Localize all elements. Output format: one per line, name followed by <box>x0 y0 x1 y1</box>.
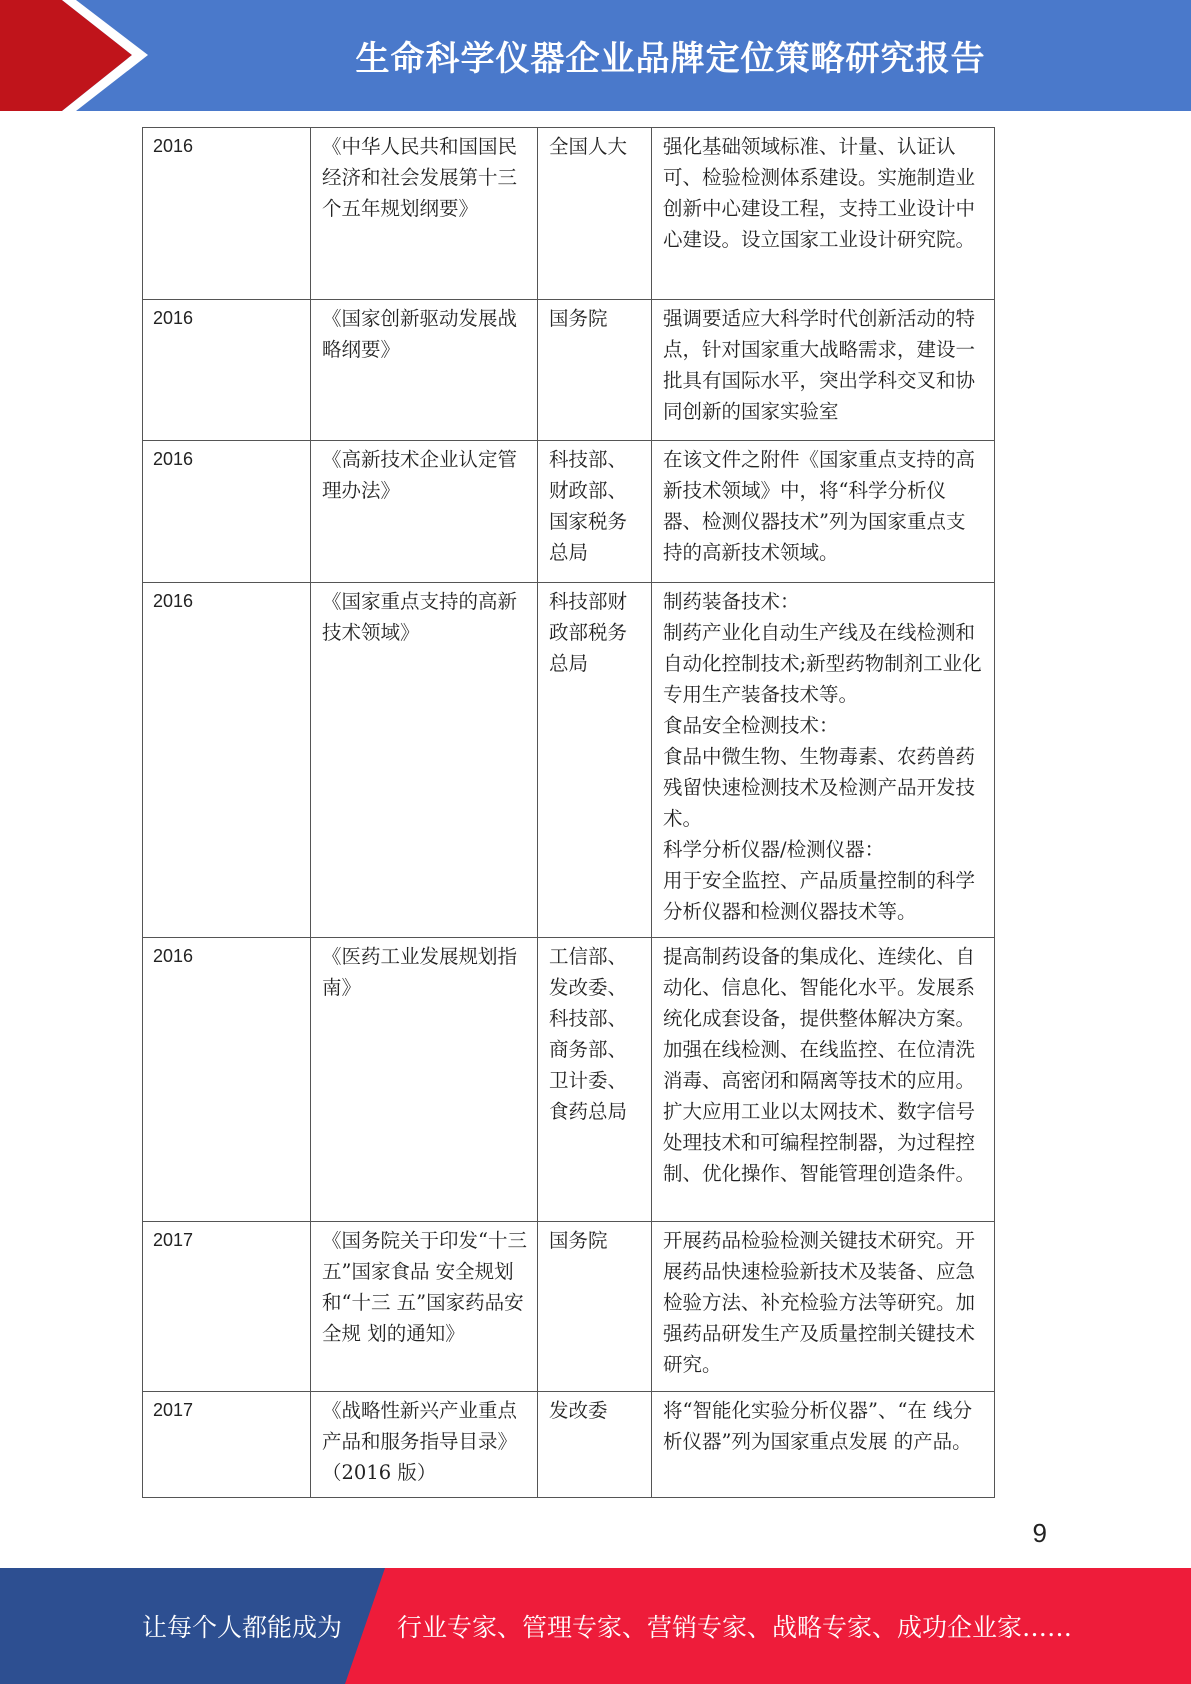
content-cell <box>652 583 995 938</box>
table-row <box>143 583 995 938</box>
year-cell: 2016 <box>143 441 311 583</box>
content-heading: 科学分析仪器/检测仪器： <box>663 838 885 861</box>
year-cell: 2016 <box>143 938 311 1222</box>
policy-table-container <box>142 127 994 1498</box>
content-paragraph: 用于安全监控、产品质量控制的科学分析仪器和检测仪器技术等。 <box>663 869 976 923</box>
document-cell: 《高新技术企业认定管理办法》 <box>311 441 538 583</box>
issuer-cell: 国务院 <box>538 300 652 441</box>
table-row <box>143 300 995 441</box>
year-cell: 2017 <box>143 1222 311 1392</box>
table-row <box>143 938 995 1222</box>
report-title: 生命科学仪器企业品牌定位策略研究报告 <box>355 39 986 79</box>
content-cell: 将“智能化实验分析仪器”、“在 线分析仪器”列为国家重点发展 的产品。 <box>652 1392 995 1498</box>
page-number: 9 <box>1032 1518 1047 1548</box>
issuer-cell: 发改委 <box>538 1392 652 1498</box>
year-cell: 2016 <box>143 300 311 441</box>
content-cell: 在该文件之附件《国家重点支持的高新技术领域》中，将“科学分析仪器、检测仪器技术”列为国家重点支持的高新技术领域。 <box>652 441 995 583</box>
content-paragraph: 制药产业化自动生产线及在线检测和自动化控制技术;新型药物制剂工业化专用生产装备技术等。 <box>663 621 982 706</box>
policy-table <box>142 127 995 1498</box>
document-cell: 《战略性新兴产业重点产品和服务指导目录》（2016 版） <box>311 1392 538 1498</box>
content-cell: 强化基础领域标准、计量、认证认可、检验检测体系建设。实施制造业创新中心建设工程，支持工业设计中心建设。设立国家工业设计研究院。 <box>652 128 995 300</box>
page-header <box>0 0 1191 111</box>
issuer-cell: 国务院 <box>538 1222 652 1392</box>
header-arrow-decoration <box>0 0 150 111</box>
content-cell: 提高制药设备的集成化、连续化、自动化、信息化、智能化水平。发展系统化成套设备，提供整体解决方案。加强在线检测、在线监控、在位清洗消毒、高密闭和隔离等技术的应用。扩大应用工业以太网技术、数字信号处理技术和可编程控制器，为过程控制、优化操作、智能管理创造条件。 <box>652 938 995 1222</box>
content-cell: 开展药品检验检测关键技术研究。开展药品快速检验新技术及装备、应急检验方法、补充检验方法等研究。加强药品研发生产及质量控制关键技术研究。 <box>652 1222 995 1392</box>
issuer-cell: 科技部财政部税务总局 <box>538 583 652 938</box>
table-row <box>143 441 995 583</box>
document-cell: 《国家创新驱动发展战略纲要》 <box>311 300 538 441</box>
year-cell: 2016 <box>143 583 311 938</box>
year-cell: 2017 <box>143 1392 311 1498</box>
table-row <box>143 1392 995 1498</box>
issuer-cell: 科技部、财政部、国家税务总局 <box>538 441 652 583</box>
table-row <box>143 128 995 300</box>
content-heading: 食品安全检测技术： <box>663 714 839 737</box>
table-row <box>143 1222 995 1392</box>
document-cell: 《中华人民共和国国民经济和社会发展第十三个五年规划纲要》 <box>311 128 538 300</box>
year-cell: 2016 <box>143 128 311 300</box>
document-cell: 《国家重点支持的高新技术领域》 <box>311 583 538 938</box>
content-heading: 制药装备技术： <box>663 590 800 613</box>
issuer-cell: 全国人大 <box>538 128 652 300</box>
content-paragraph: 食品中微生物、生物毒素、农药兽药残留快速检测技术及检测产品开发技术。 <box>663 745 976 830</box>
footer-slogan-left: 让每个人都能成为 <box>142 1613 343 1642</box>
document-cell: 《国务院关于印发“十三五”国家食品 安全规划和“十三 五”国家药品安全规 划的通知》 <box>311 1222 538 1392</box>
footer-slogan-right: 行业专家、管理专家、营销专家、战略专家、成功企业家…… <box>397 1613 1073 1642</box>
content-cell: 强调要适应大科学时代创新活动的特点，针对国家重大战略需求，建设一批具有国际水平，突出学科交叉和协同创新的国家实验室 <box>652 300 995 441</box>
issuer-cell: 工信部、发改委、科技部、商务部、卫计委、食药总局 <box>538 938 652 1222</box>
document-cell: 《医药工业发展规划指南》 <box>311 938 538 1222</box>
page-footer <box>0 1568 1191 1684</box>
